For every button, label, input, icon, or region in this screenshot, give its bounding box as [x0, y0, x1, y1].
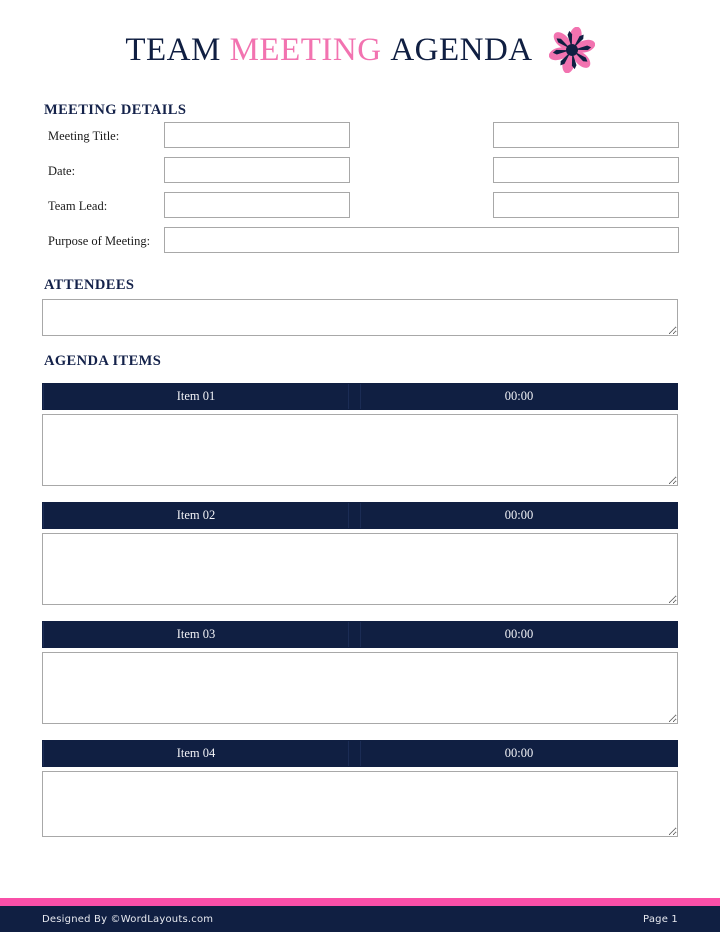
page-title-part-team: TEAM	[125, 31, 221, 68]
agenda-item-divider-cell	[349, 622, 361, 647]
details-row	[42, 227, 678, 259]
meeting-details-form	[42, 122, 678, 259]
date-input[interactable]	[164, 157, 350, 183]
agenda-item-header	[42, 383, 678, 410]
agenda-item	[42, 383, 678, 491]
page-header	[0, 22, 720, 78]
title-space-1	[221, 32, 230, 68]
meeting-details-heading: MEETING DETAILS	[44, 102, 187, 118]
agenda-item-label[interactable]: Item 02	[43, 503, 349, 528]
attendees-heading: ATTENDEES	[44, 277, 135, 293]
agenda-item-notes[interactable]	[42, 533, 678, 605]
details-row	[42, 122, 678, 154]
footer	[0, 906, 720, 932]
page-title	[125, 31, 533, 68]
details-row	[42, 192, 678, 224]
agenda-item-notes[interactable]	[42, 771, 678, 837]
details-row	[42, 157, 678, 189]
agenda-items-heading: AGENDA ITEMS	[44, 353, 162, 369]
meeting-title-input[interactable]	[164, 122, 350, 148]
agenda-item-time[interactable]: 00:00	[504, 508, 534, 522]
title-space-2	[382, 32, 391, 68]
agenda-item-label[interactable]: Item 01	[43, 384, 349, 409]
attendees-input[interactable]	[42, 299, 678, 336]
time-input[interactable]	[493, 157, 679, 183]
agenda-item-header	[42, 502, 678, 529]
team-lead-label: Team Lead:	[48, 199, 108, 213]
agenda-item	[42, 621, 678, 729]
agenda-item-notes[interactable]	[42, 414, 678, 486]
footer-page-number: Page 1	[643, 913, 678, 925]
agenda-item-header	[42, 740, 678, 767]
agenda-item-time[interactable]: 00:00	[504, 627, 534, 641]
agenda-items-list	[42, 383, 678, 853]
date-label: Date:	[48, 164, 76, 178]
agenda-item-header	[42, 621, 678, 648]
page-title-part-agenda: AGENDA	[390, 31, 533, 68]
agenda-item-divider-cell	[349, 503, 361, 528]
purpose-input[interactable]	[164, 227, 679, 253]
team-name-input[interactable]	[493, 192, 679, 218]
page-title-part-meeting: MEETING	[229, 31, 382, 68]
location-input[interactable]	[493, 122, 679, 148]
team-lead-input[interactable]	[164, 192, 350, 218]
purpose-label: Purpose of Meeting:	[48, 234, 151, 248]
agenda-item-divider-cell	[349, 741, 361, 766]
flower-starburst-icon	[549, 27, 595, 73]
footer-accent-stripe	[0, 898, 720, 906]
agenda-item-divider-cell	[349, 384, 361, 409]
agenda-item-time[interactable]: 00:00	[504, 389, 534, 403]
agenda-item-notes[interactable]	[42, 652, 678, 724]
agenda-item	[42, 740, 678, 842]
footer-credit: Designed By ©WordLayouts.com	[42, 913, 214, 925]
meeting-title-label: Meeting Title:	[48, 129, 120, 143]
agenda-item-label[interactable]: Item 03	[43, 622, 349, 647]
agenda-item	[42, 502, 678, 610]
agenda-item-time[interactable]: 00:00	[504, 746, 534, 760]
agenda-item-label[interactable]: Item 04	[43, 741, 349, 766]
